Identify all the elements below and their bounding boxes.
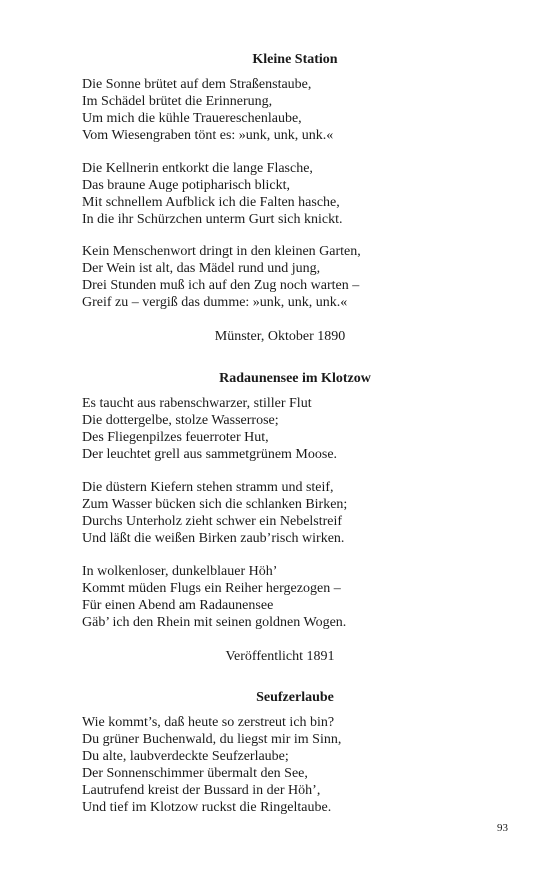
poem-title: Radaunensee im Klotzow: [219, 371, 371, 386]
verse-line: Die düstern Kiefern stehen stramm und steif,: [82, 480, 334, 495]
poem-title: Seufzerlaube: [256, 690, 334, 705]
verse-line: Um mich die kühle Trauereschenlaube,: [82, 111, 302, 126]
verse-line: Der Sonnenschimmer übermalt den See,: [82, 766, 308, 781]
poem-date-note: Münster, Oktober 1890: [214, 329, 346, 344]
poem-title: Kleine Station: [252, 52, 338, 67]
page-number: 93: [497, 822, 508, 834]
verse-line: Vom Wiesengraben tönt es: »unk, unk, unk.«: [82, 128, 334, 143]
verse-line: Die Kellnerin entkorkt die lange Flasche,: [82, 161, 313, 176]
verse-line: Gäb’ ich den Rhein mit seinen goldnen Wogen.: [82, 615, 347, 630]
verse-line: Du alte, laubverdeckte Seufzerlaube;: [82, 749, 289, 764]
verse-line: Der Wein ist alt, das Mädel rund und jung,: [82, 261, 321, 276]
verse-line: Es taucht aus rabenschwarzer, stiller Flut: [82, 396, 312, 411]
verse-line: Durchs Unterholz zieht schwer ein Nebelstreif: [82, 514, 343, 529]
verse-line: Des Fliegenpilzes feuerroter Hut,: [82, 430, 269, 445]
verse-line: Mit schnellem Aufblick ich die Falten hasche,: [82, 195, 340, 210]
verse-line: Das braune Auge potipharisch blickt,: [82, 178, 291, 193]
stanza: [82, 76, 522, 144]
stanza: [82, 714, 522, 816]
poem-date-note: Veröffentlicht 1891: [225, 649, 335, 664]
verse-line: Die Sonne brütet auf dem Straßenstaube,: [82, 77, 312, 92]
verse-line: Im Schädel brütet die Erinnerung,: [82, 94, 273, 109]
verse-line: Greif zu – vergiß das dumme: »unk, unk, unk.«: [82, 295, 348, 310]
verse-line: In die ihr Schürzchen unterm Gurt sich knickt.: [82, 212, 343, 227]
verse-line: Der leuchtet grell aus sammetgrünem Moose.: [82, 447, 338, 462]
verse-line: Lautrufend kreist der Bussard in der Höh’,: [82, 783, 321, 798]
stanza: [82, 479, 522, 547]
verse-line: In wolkenloser, dunkelblauer Höh’: [82, 564, 278, 579]
verse-line: Und läßt die weißen Birken zaub’risch wirken.: [82, 531, 345, 546]
verse-line: Wie kommt’s, daß heute so zerstreut ich bin?: [82, 715, 335, 730]
stanza: [82, 395, 522, 463]
verse-line: Und tief im Klotzow ruckst die Ringeltaube.: [82, 800, 332, 815]
verse-line: Für einen Abend am Radaunensee: [82, 598, 274, 613]
verse-line: Kommt müden Flugs ein Reiher hergezogen –: [82, 581, 341, 596]
stanza: [82, 563, 522, 631]
stanza: [82, 243, 522, 311]
verse-line: Du grüner Buchenwald, du liegst mir im Sinn,: [82, 732, 342, 747]
verse-line: Drei Stunden muß ich auf den Zug noch warten –: [82, 278, 360, 293]
verse-line: Die dottergelbe, stolze Wasserrose;: [82, 413, 279, 428]
verse-line: Kein Menschenwort dringt in den kleinen Garten,: [82, 244, 361, 259]
verse-line: Zum Wasser bücken sich die schlanken Birken;: [82, 497, 348, 512]
stanza: [82, 160, 522, 228]
